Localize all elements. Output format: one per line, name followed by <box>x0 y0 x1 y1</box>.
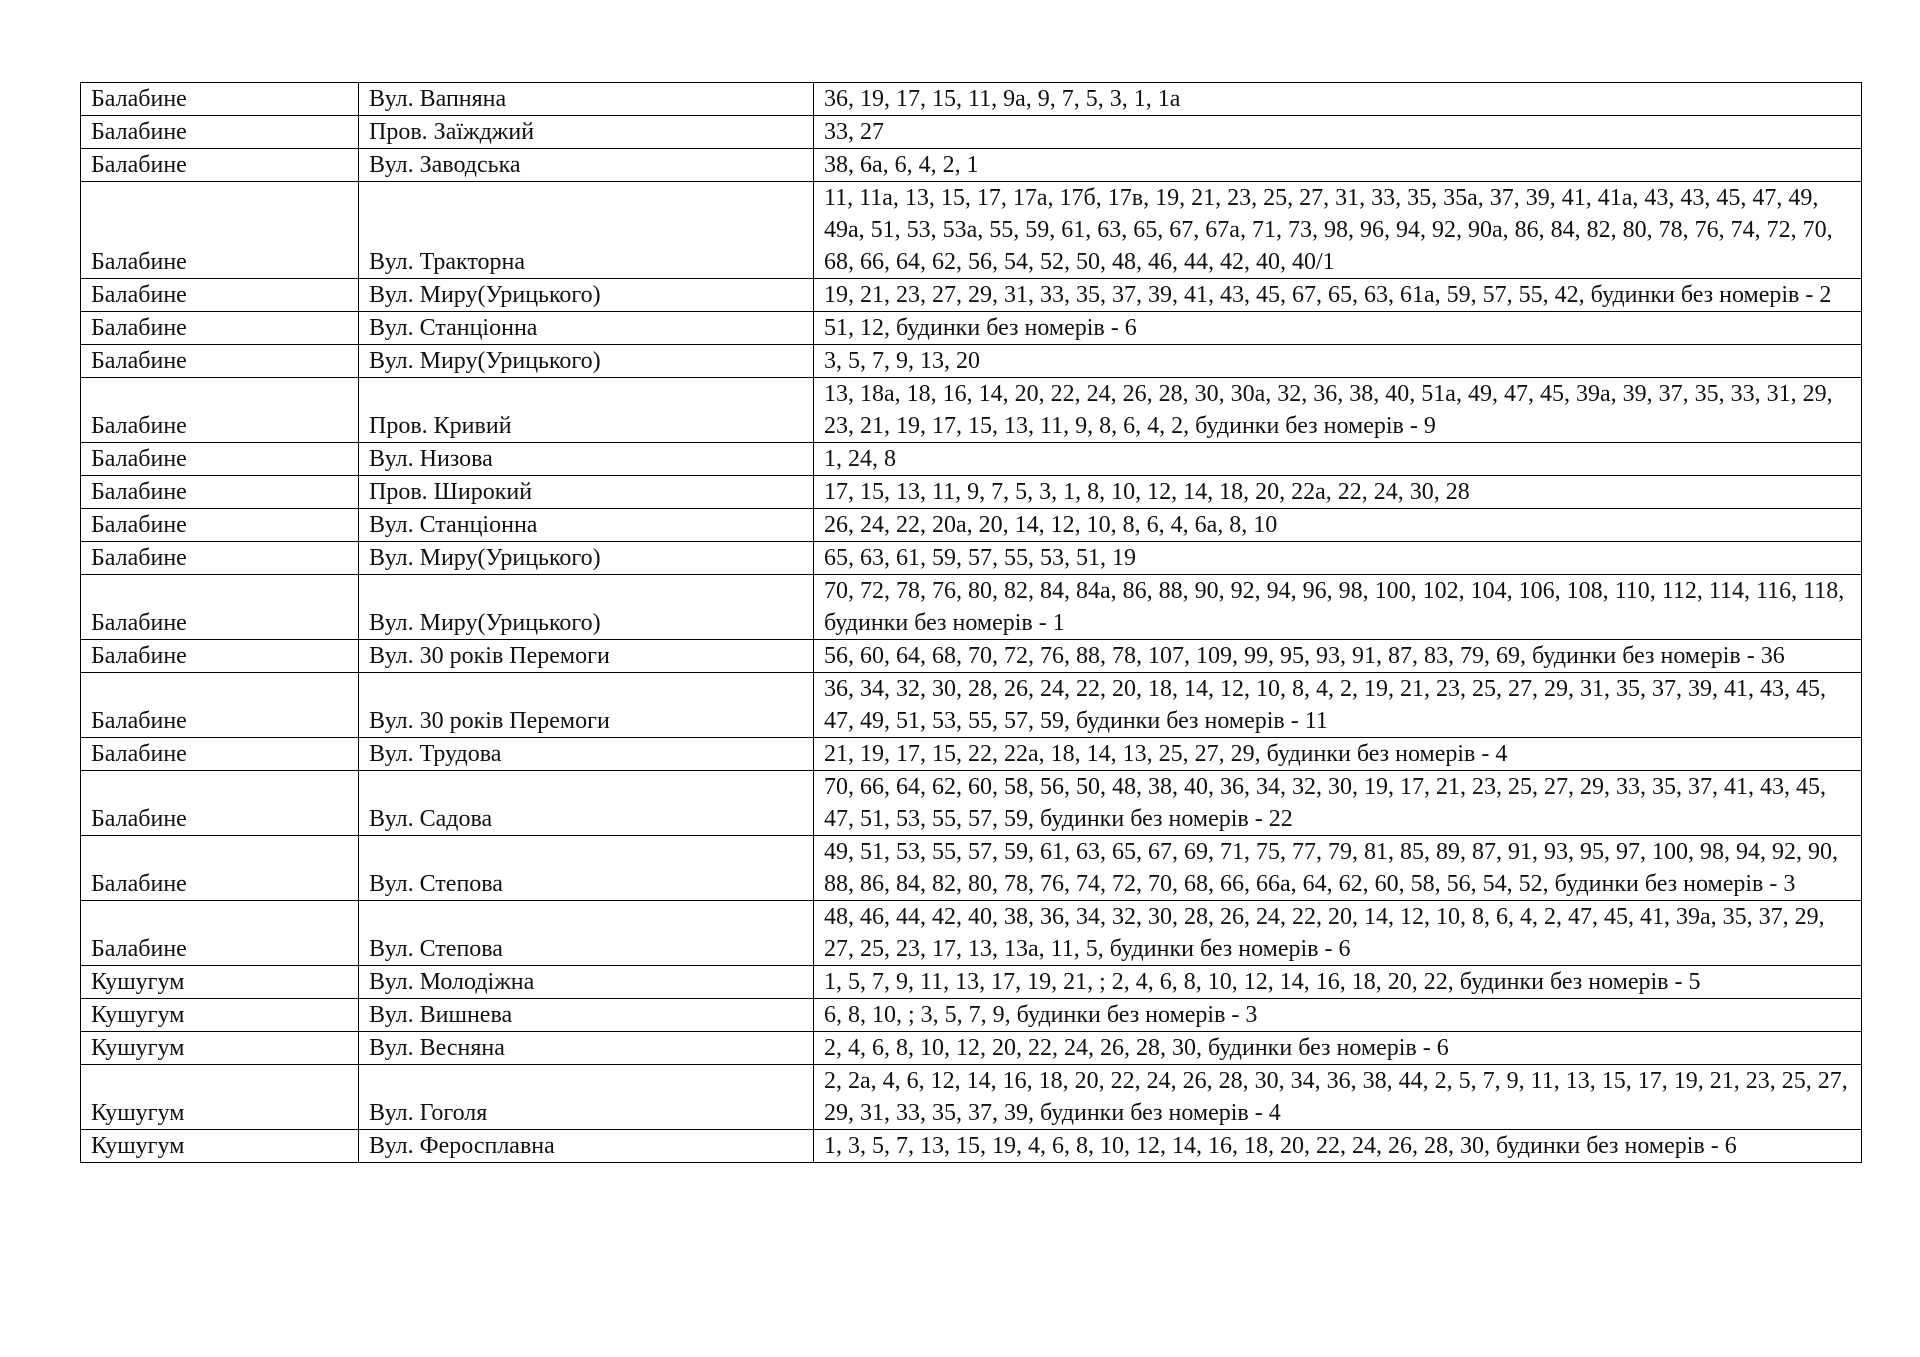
settlement-cell: Балабине <box>81 640 359 673</box>
settlement-cell: Кушугум <box>81 1032 359 1065</box>
street-cell: Вул. 30 років Перемоги <box>359 673 814 738</box>
settlement-cell: Балабине <box>81 83 359 116</box>
table-row <box>81 999 1862 1032</box>
street-cell: Вул. Заводська <box>359 149 814 182</box>
settlement-cell: Балабине <box>81 149 359 182</box>
table-row <box>81 1032 1862 1065</box>
house-numbers-cell: 36, 19, 17, 15, 11, 9а, 9, 7, 5, 3, 1, 1а <box>814 83 1862 116</box>
house-numbers-cell: 51, 12, будинки без номерів - 6 <box>814 312 1862 345</box>
house-numbers-cell: 1, 5, 7, 9, 11, 13, 17, 19, 21, ; 2, 4, 6, 8, 10, 12, 14, 16, 18, 20, 22, будинки без номерів - 5 <box>814 966 1862 999</box>
house-numbers-cell: 2, 4, 6, 8, 10, 12, 20, 22, 24, 26, 28, 30, будинки без номерів - 6 <box>814 1032 1862 1065</box>
street-cell: Вул. Миру(Урицького) <box>359 345 814 378</box>
street-cell: Пров. Заїжджий <box>359 116 814 149</box>
settlement-cell: Балабине <box>81 771 359 836</box>
house-numbers-cell: 1, 3, 5, 7, 13, 15, 19, 4, 6, 8, 10, 12, 14, 16, 18, 20, 22, 24, 26, 28, 30, будинки без номерів - 6 <box>814 1130 1862 1163</box>
house-numbers-cell: 21, 19, 17, 15, 22, 22а, 18, 14, 13, 25, 27, 29, будинки без номерів - 4 <box>814 738 1862 771</box>
settlement-cell: Балабине <box>81 182 359 279</box>
address-table-container <box>80 82 1861 1163</box>
settlement-cell: Балабине <box>81 476 359 509</box>
street-cell: Вул. Молодіжна <box>359 966 814 999</box>
street-cell: Вул. Миру(Урицького) <box>359 575 814 640</box>
table-row <box>81 640 1862 673</box>
house-numbers-cell: 26, 24, 22, 20а, 20, 14, 12, 10, 8, 6, 4, 6а, 8, 10 <box>814 509 1862 542</box>
table-row <box>81 1065 1862 1130</box>
street-cell: Вул. Садова <box>359 771 814 836</box>
table-row <box>81 509 1862 542</box>
table-row <box>81 378 1862 443</box>
street-cell: Вул. Степова <box>359 836 814 901</box>
table-row <box>81 738 1862 771</box>
table-row <box>81 575 1862 640</box>
house-numbers-cell: 1, 24, 8 <box>814 443 1862 476</box>
settlement-cell: Балабине <box>81 836 359 901</box>
table-row <box>81 312 1862 345</box>
house-numbers-cell: 13, 18а, 18, 16, 14, 20, 22, 24, 26, 28, 30, 30а, 32, 36, 38, 40, 51а, 49, 47, 45, 39а, 39, 37, 35, 33, 31, 29, 23, 21, 19, 17, 15, 13, 11, 9, 8, 6, 4, 2, будинки без номерів - 9 <box>814 378 1862 443</box>
settlement-cell: Балабине <box>81 345 359 378</box>
table-row <box>81 149 1862 182</box>
settlement-cell: Балабине <box>81 378 359 443</box>
table-row <box>81 966 1862 999</box>
table-row <box>81 771 1862 836</box>
settlement-cell: Балабине <box>81 116 359 149</box>
table-row <box>81 345 1862 378</box>
house-numbers-cell: 65, 63, 61, 59, 57, 55, 53, 51, 19 <box>814 542 1862 575</box>
street-cell: Вул. Феросплавна <box>359 1130 814 1163</box>
table-row <box>81 279 1862 312</box>
settlement-cell: Кушугум <box>81 966 359 999</box>
settlement-cell: Кушугум <box>81 1130 359 1163</box>
settlement-cell: Кушугум <box>81 999 359 1032</box>
house-numbers-cell: 48, 46, 44, 42, 40, 38, 36, 34, 32, 30, 28, 26, 24, 22, 20, 14, 12, 10, 8, 6, 4, 2, 47, 45, 41, 39а, 35, 37, 29, 27, 25, 23, 17, 13, 13а, 11, 5, будинки без номерів - 6 <box>814 901 1862 966</box>
settlement-cell: Балабине <box>81 279 359 312</box>
house-numbers-cell: 70, 66, 64, 62, 60, 58, 56, 50, 48, 38, 40, 36, 34, 32, 30, 19, 17, 21, 23, 25, 27, 29, 33, 35, 37, 41, 43, 45, 47, 51, 53, 55, 57, 59, будинки без номерів - 22 <box>814 771 1862 836</box>
house-numbers-cell: 6, 8, 10, ; 3, 5, 7, 9, будинки без номерів - 3 <box>814 999 1862 1032</box>
street-cell: Вул. Станціонна <box>359 312 814 345</box>
house-numbers-cell: 33, 27 <box>814 116 1862 149</box>
street-cell: Вул. Весняна <box>359 1032 814 1065</box>
street-cell: Пров. Кривий <box>359 378 814 443</box>
settlement-cell: Балабине <box>81 575 359 640</box>
table-row <box>81 182 1862 279</box>
house-numbers-cell: 11, 11а, 13, 15, 17, 17а, 17б, 17в, 19, 21, 23, 25, 27, 31, 33, 35, 35а, 37, 39, 41, 41а, 43, 43, 45, 47, 49, 49а, 51, 53, 53а, 55, 59, 61, 63, 65, 67, 67а, 71, 73, 98, 96, 94, 92, 90а, 86, 84, 82, 80, 78, 76, 74, 72, 70, 68, 66, 64, 62, 56, 54, 52, 50, 48, 46, 44, 42, 40, 40/1 <box>814 182 1862 279</box>
house-numbers-cell: 49, 51, 53, 55, 57, 59, 61, 63, 65, 67, 69, 71, 75, 77, 79, 81, 85, 89, 87, 91, 93, 95, 97, 100, 98, 94, 92, 90, 88, 86, 84, 82, 80, 78, 76, 74, 72, 70, 68, 66, 66а, 64, 62, 60, 58, 56, 54, 52, будинки без номерів - 3 <box>814 836 1862 901</box>
house-numbers-cell: 2, 2а, 4, 6, 12, 14, 16, 18, 20, 22, 24, 26, 28, 30, 34, 36, 38, 44, 2, 5, 7, 9, 11, 13, 15, 17, 19, 21, 23, 25, 27, 29, 31, 33, 35, 37, 39, будинки без номерів - 4 <box>814 1065 1862 1130</box>
street-cell: Вул. Гоголя <box>359 1065 814 1130</box>
table-row <box>81 836 1862 901</box>
house-numbers-cell: 36, 34, 32, 30, 28, 26, 24, 22, 20, 18, 14, 12, 10, 8, 4, 2, 19, 21, 23, 25, 27, 29, 31, 35, 37, 39, 41, 43, 45, 47, 49, 51, 53, 55, 57, 59, будинки без номерів - 11 <box>814 673 1862 738</box>
settlement-cell: Кушугум <box>81 1065 359 1130</box>
house-numbers-cell: 56, 60, 64, 68, 70, 72, 76, 88, 78, 107, 109, 99, 95, 93, 91, 87, 83, 79, 69, будинки без номерів - 36 <box>814 640 1862 673</box>
table-row <box>81 1130 1862 1163</box>
table-row <box>81 542 1862 575</box>
house-numbers-cell: 70, 72, 78, 76, 80, 82, 84, 84а, 86, 88, 90, 92, 94, 96, 98, 100, 102, 104, 106, 108, 110, 112, 114, 116, 118, будинки без номерів - 1 <box>814 575 1862 640</box>
address-table <box>80 82 1862 1163</box>
address-table-body <box>81 83 1862 1163</box>
street-cell: Вул. Станціонна <box>359 509 814 542</box>
street-cell: Вул. Степова <box>359 901 814 966</box>
table-row <box>81 476 1862 509</box>
table-row <box>81 901 1862 966</box>
settlement-cell: Балабине <box>81 673 359 738</box>
table-row <box>81 83 1862 116</box>
street-cell: Вул. Трудова <box>359 738 814 771</box>
street-cell: Вул. Тракторна <box>359 182 814 279</box>
settlement-cell: Балабине <box>81 738 359 771</box>
house-numbers-cell: 19, 21, 23, 27, 29, 31, 33, 35, 37, 39, 41, 43, 45, 67, 65, 63, 61а, 59, 57, 55, 42, будинки без номерів - 2 <box>814 279 1862 312</box>
settlement-cell: Балабине <box>81 312 359 345</box>
table-row <box>81 673 1862 738</box>
street-cell: Вул. Миру(Урицького) <box>359 279 814 312</box>
street-cell: Пров. Широкий <box>359 476 814 509</box>
settlement-cell: Балабине <box>81 901 359 966</box>
street-cell: Вул. Миру(Урицького) <box>359 542 814 575</box>
house-numbers-cell: 17, 15, 13, 11, 9, 7, 5, 3, 1, 8, 10, 12, 14, 18, 20, 22а, 22, 24, 30, 28 <box>814 476 1862 509</box>
settlement-cell: Балабине <box>81 443 359 476</box>
street-cell: Вул. Низова <box>359 443 814 476</box>
table-row <box>81 443 1862 476</box>
house-numbers-cell: 3, 5, 7, 9, 13, 20 <box>814 345 1862 378</box>
street-cell: Вул. 30 років Перемоги <box>359 640 814 673</box>
table-row <box>81 116 1862 149</box>
street-cell: Вул. Вапняна <box>359 83 814 116</box>
settlement-cell: Балабине <box>81 542 359 575</box>
house-numbers-cell: 38, 6а, 6, 4, 2, 1 <box>814 149 1862 182</box>
settlement-cell: Балабине <box>81 509 359 542</box>
street-cell: Вул. Вишнева <box>359 999 814 1032</box>
